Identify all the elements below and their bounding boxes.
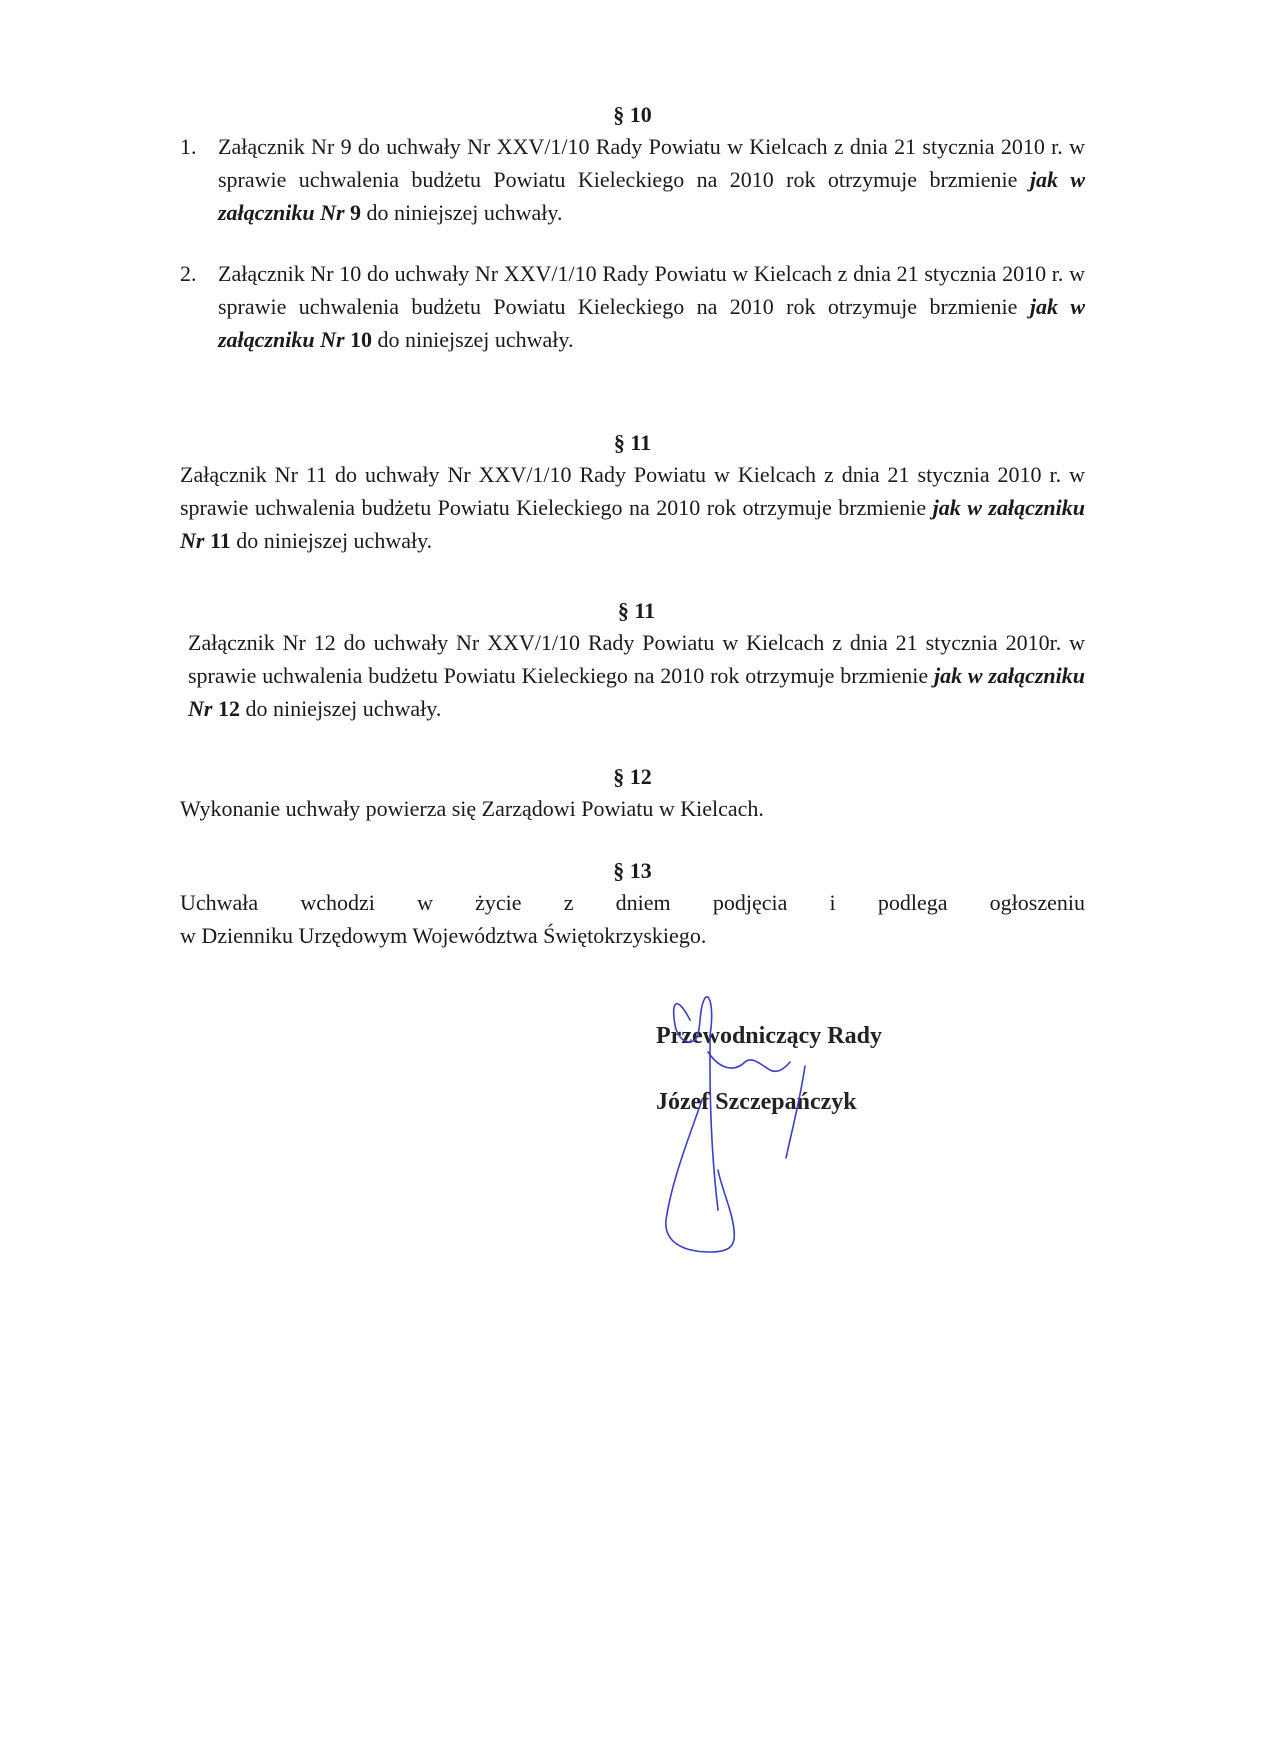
list-item — [180, 130, 1085, 229]
section-11a — [180, 428, 1085, 557]
signatory-title: Przewodniczący Rady — [656, 1023, 882, 1049]
paragraph-emphasis: jak w załączniku Nr — [180, 495, 1085, 553]
section-10 — [180, 100, 1085, 356]
paragraph-attachment-number: 12 — [217, 696, 240, 721]
section-paragraph — [188, 626, 1085, 725]
section-paragraph — [180, 458, 1085, 557]
item-attachment-number: 10 — [350, 327, 373, 352]
section-11b — [188, 596, 1085, 725]
paragraph-emphasis: jak w załączniku Nr — [188, 663, 1085, 721]
section-line: w Dzienniku Urzędowym Województwa Świętokrzyskiego. — [180, 923, 707, 948]
item-number: 1. — [180, 134, 197, 159]
signatory-name: Józef Szczepańczyk — [656, 1089, 857, 1115]
section-heading: § 11 — [617, 598, 656, 623]
section-line: Uchwała wchodzi w życie z dniem podjęcia i podlega ogłoszeniu — [180, 890, 1085, 915]
item-text-end: do niniejszej uchwały. — [377, 327, 574, 352]
section-13 — [180, 856, 1085, 952]
paragraph-text: Załącznik Nr 12 do uchwały Nr XXV/1/10 Rady Powiatu w Kielcach z dnia 21 stycznia 2010r. w sprawie uchwalenia budżetu Powiatu Kieleckiego na 2010 rok otrzymuje brzmienie — [188, 630, 1085, 688]
section-heading: § 10 — [613, 102, 652, 127]
item-text: Załącznik Nr 9 do uchwały Nr XXV/1/10 Rady Powiatu w Kielcach z dnia 21 stycznia 2010 r. w sprawie uchwalenia budżetu Powiatu Kieleckiego na 2010 rok otrzymuje brzmienie — [218, 134, 1085, 192]
paragraph-text-end: do niniejszej uchwały. — [236, 528, 433, 553]
item-number: 2. — [180, 261, 197, 286]
item-text-end: do niniejszej uchwały. — [366, 200, 563, 225]
paragraph-text-end: do niniejszej uchwały. — [245, 696, 442, 721]
item-text: Załącznik Nr 10 do uchwały Nr XXV/1/10 Rady Powiatu w Kielcach z dnia 21 stycznia 2010 r. w sprawie uchwalenia budżetu Powiatu Kieleckiego na 2010 rok otrzymuje brzmienie — [218, 261, 1085, 319]
handwritten-signature — [610, 990, 830, 1260]
section-heading: § 12 — [613, 764, 652, 789]
item-attachment-number: 9 — [350, 200, 362, 225]
section-paragraph: Wykonanie uchwały powierza się Zarządowi Powiatu w Kielcach. — [180, 796, 764, 821]
list-item — [180, 257, 1085, 356]
item-emphasis: jak w załączniku Nr — [218, 294, 1086, 352]
section-heading: § 11 — [613, 430, 652, 455]
section-12 — [180, 762, 1085, 825]
paragraph-attachment-number: 11 — [209, 528, 231, 553]
item-emphasis: jak w załączniku Nr — [218, 167, 1086, 225]
section-heading: § 13 — [613, 858, 652, 883]
paragraph-text: Załącznik Nr 11 do uchwały Nr XXV/1/10 Rady Powiatu w Kielcach z dnia 21 stycznia 2010 r. w sprawie uchwalenia budżetu Powiatu Kieleckiego na 2010 rok otrzymuje brzmienie — [180, 462, 1085, 520]
